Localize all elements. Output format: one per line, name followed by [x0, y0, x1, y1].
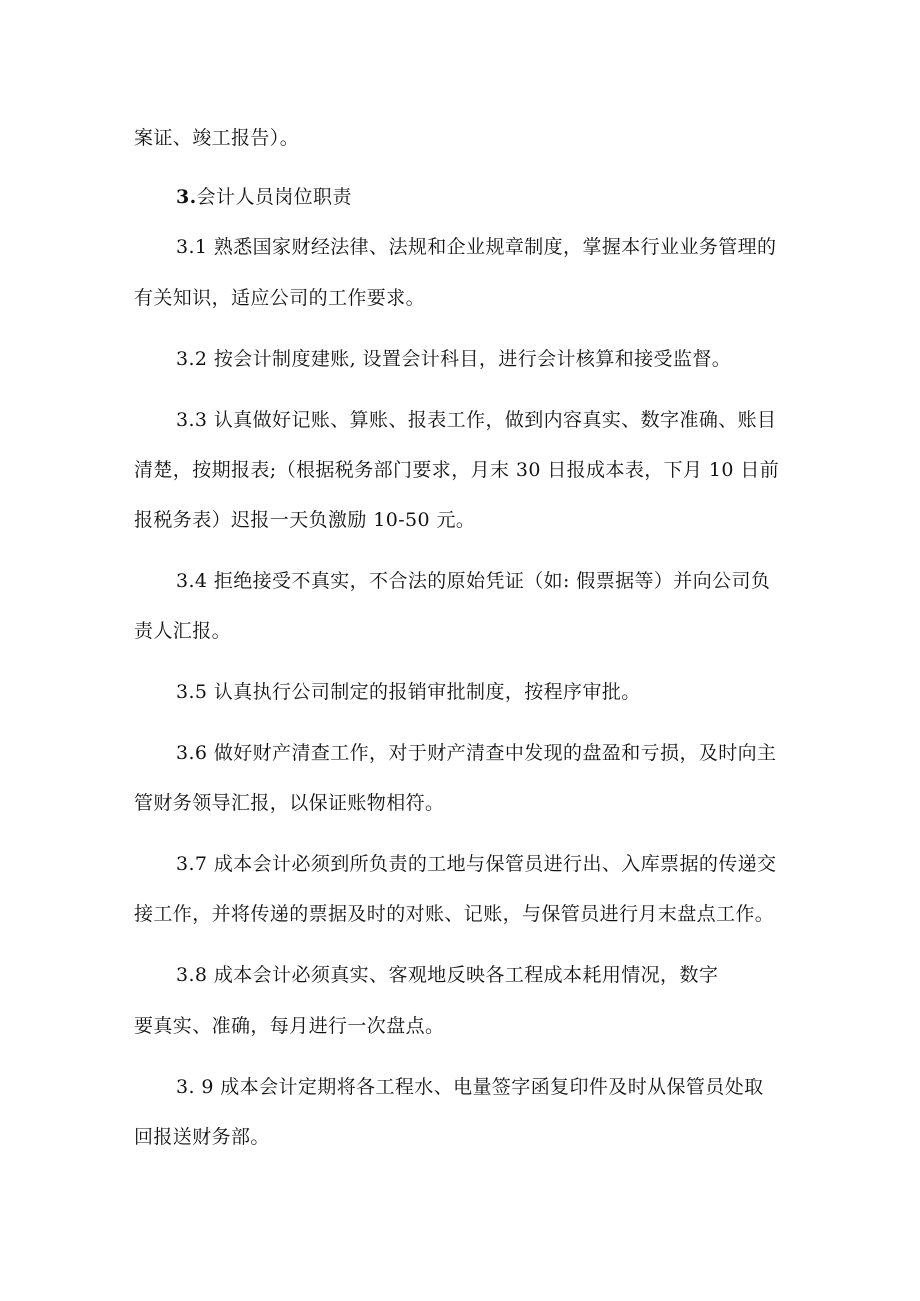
paragraph-3-4-line-2: 责人汇报。 — [134, 620, 232, 642]
paragraph-3-6-line-2: 管财务领导汇报，以保证账物相符。 — [134, 792, 445, 814]
paragraph-3-6-line-1: 3.6 做好财产清查工作，对于财产清查中发现的盘盈和亏损，及时向主 — [176, 742, 777, 764]
section-title: 会计人员岗位职责 — [196, 186, 352, 208]
paragraph-3-8-line-1: 3.8 成本会计必须真实、客观地反映各工程成本耗用情况，数字 — [176, 964, 719, 986]
paragraph-3-7-line-1: 3.7 成本会计必须到所负责的工地与保管员进行出、入库票据的传递交 — [176, 853, 777, 875]
section-number: 3. — [176, 186, 197, 208]
paragraph-3-7-line-2: 接工作，并将传递的票据及时的对账、记账，与保管员进行月末盘点工作。 — [134, 903, 775, 925]
paragraph-3-9-line-2: 回报送财务部。 — [134, 1126, 270, 1148]
paragraph-3-1-line-1: 3.1 熟悉国家财经法律、法规和企业规章制度，掌握本行业业务管理的 — [176, 236, 777, 258]
paragraph-3-4-line-1: 3.4 拒绝接受不真实，不合法的原始凭证（如: 假票据等）并向公司负 — [176, 570, 771, 592]
paragraph-3-3-line-2: 清楚，按期报表;（根据税务部门要求，月末 30 日报成本表，下月 10 日前 — [134, 459, 780, 481]
paragraph-3-1-line-2: 有关知识，适应公司的工作要求。 — [134, 287, 426, 309]
paragraph-3-8-line-2: 要真实、准确，每月进行一次盘点。 — [134, 1015, 445, 1037]
paragraph-3-3-line-3: 报税务表）迟报一天负激励 10-50 元。 — [134, 509, 476, 531]
paragraph-3-3-line-1: 3.3 认真做好记账、算账、报表工作，做到内容真实、数字准确、账目 — [176, 409, 777, 431]
paragraph-3-9-line-1: 3. 9 成本会计定期将各工程水、电量签字函复印件及时从保管员处取 — [176, 1076, 764, 1098]
section-heading — [176, 185, 352, 209]
paragraph-3-5-line-1: 3.5 认真执行公司制定的报销审批制度，按程序审批。 — [176, 681, 641, 703]
continuation-text: 案证、竣工报告）。 — [134, 127, 300, 149]
paragraph-3-2-line-1: 3.2 按会计制度建账, 设置会计科目，进行会计核算和接受监督。 — [176, 348, 732, 370]
